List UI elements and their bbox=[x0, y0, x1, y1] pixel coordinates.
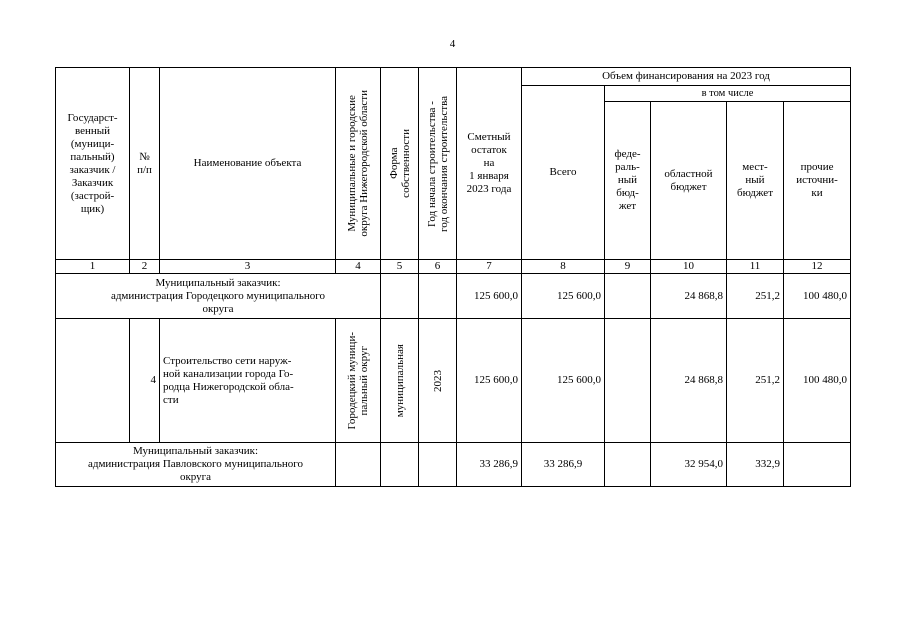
other-value: 100 480,0 bbox=[784, 274, 851, 319]
object-name: Строительство сети наруж- ной канализации города Го- родца Нижегородской обла- сти bbox=[160, 319, 336, 443]
column-number: 3 bbox=[160, 260, 336, 274]
federal-value bbox=[605, 443, 651, 487]
header-estimate: Сметный остаток на 1 января 2023 года bbox=[457, 68, 522, 260]
other-value bbox=[784, 443, 851, 487]
column-number: 10 bbox=[651, 260, 727, 274]
column-number: 9 bbox=[605, 260, 651, 274]
regional-value: 24 868,8 bbox=[651, 274, 727, 319]
page-number: 4 bbox=[449, 38, 456, 50]
table-row bbox=[56, 443, 851, 487]
header-number: № п/п bbox=[130, 68, 160, 260]
column-number: 8 bbox=[522, 260, 605, 274]
column-number: 6 bbox=[419, 260, 457, 274]
local-value: 251,2 bbox=[727, 274, 784, 319]
estimate-value: 33 286,9 bbox=[457, 443, 522, 487]
header-ownership: Форма собственности bbox=[381, 68, 419, 260]
municipality-value: Городецкий муници- пальный округ bbox=[336, 319, 381, 443]
total-value: 125 600,0 bbox=[522, 319, 605, 443]
regional-value: 24 868,8 bbox=[651, 319, 727, 443]
estimate-value: 125 600,0 bbox=[457, 319, 522, 443]
header-local: мест- ный бюджет bbox=[727, 102, 784, 260]
table-row bbox=[56, 274, 851, 319]
row-number: 4 bbox=[130, 319, 160, 443]
other-value: 100 480,0 bbox=[784, 319, 851, 443]
header-customer: Государст- венный (муници- пальный) заказчик / Заказчик (застрой- щик) bbox=[56, 68, 130, 260]
column-number: 11 bbox=[727, 260, 784, 274]
header-financing: Объем финансирования на 2023 год bbox=[522, 68, 851, 86]
years-value: 2023 bbox=[419, 319, 457, 443]
table-row bbox=[56, 319, 851, 443]
column-number: 1 bbox=[56, 260, 130, 274]
header-federal: феде- раль- ный бюд- жет bbox=[605, 102, 651, 260]
column-number: 5 bbox=[381, 260, 419, 274]
column-numbers-row bbox=[56, 260, 851, 274]
header-municipality: Муниципальные и городские округа Нижегородской области bbox=[336, 68, 381, 260]
total-value: 125 600,0 bbox=[522, 274, 605, 319]
column-number: 12 bbox=[784, 260, 851, 274]
federal-value bbox=[605, 274, 651, 319]
local-value: 332,9 bbox=[727, 443, 784, 487]
header-total: Всего bbox=[522, 86, 605, 260]
customer-group-label: Муниципальный заказчик: администрация Павловского муниципального округа bbox=[56, 443, 336, 487]
header-regional: областной бюджет bbox=[651, 102, 727, 260]
ownership-value: муниципальная bbox=[381, 319, 419, 443]
column-number: 7 bbox=[457, 260, 522, 274]
estimate-value: 125 600,0 bbox=[457, 274, 522, 319]
total-value: 33 286,9 bbox=[522, 443, 605, 487]
federal-value bbox=[605, 319, 651, 443]
customer-cell bbox=[56, 319, 130, 443]
header-object-name: Наименование объекта bbox=[160, 68, 336, 260]
financing-table bbox=[55, 67, 851, 487]
column-number: 4 bbox=[336, 260, 381, 274]
column-number: 2 bbox=[130, 260, 160, 274]
customer-group-label: Муниципальный заказчик: администрация Городецкого муниципального округа bbox=[56, 274, 381, 319]
header-years: Год начала строительства - год окончания строительства bbox=[419, 68, 457, 260]
header-including: в том числе bbox=[605, 86, 851, 102]
local-value: 251,2 bbox=[727, 319, 784, 443]
regional-value: 32 954,0 bbox=[651, 443, 727, 487]
header-other: прочие источни- ки bbox=[784, 102, 851, 260]
